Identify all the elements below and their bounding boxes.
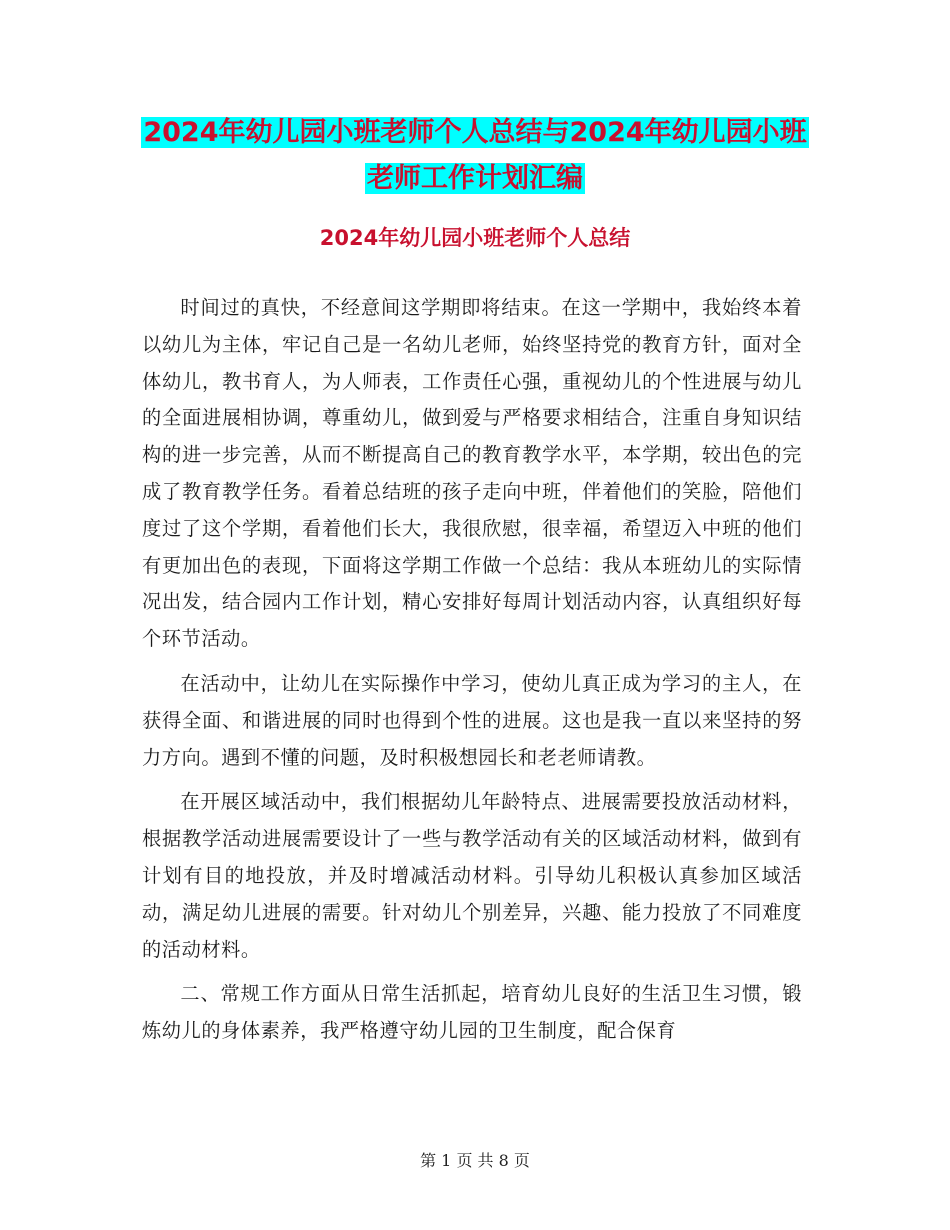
- body-paragraph-4: 二、常规工作方面从日常生活抓起，培育幼儿良好的生活卫生习惯，锻炼幼儿的身体素养，我严格遵守幼儿园的卫生制度，配合保育: [142, 982, 802, 1043]
- document-body: [142, 290, 802, 1058]
- body-paragraph-3: 在开展区域活动中，我们根据幼儿年龄特点、进展需要投放活动材料，根据教学活动进展需要设计了一些与教学活动有关的区域活动材料，做到有计划有目的地投放，并及时增减活动材料。引导幼儿积极认真参加区域活动，满足幼儿进展的需要。针对幼儿个别差异，兴趣、能力投放了不同难度的活动材料。: [142, 790, 802, 961]
- document-title: [120, 110, 830, 202]
- section-title: 2024年幼儿园小班老师个人总结: [319, 226, 631, 250]
- body-paragraph-2: 在活动中，让幼儿在实际操作中学习，使幼儿真正成为学习的主人，在获得全面、和谐进展的同时也得到个性的进展。这也是我一直以来坚持的努力方向。遇到不懂的问题，及时积极想园长和老老师请教。: [142, 671, 802, 769]
- page-footer: 第 1 页 共 8 页: [420, 1151, 530, 1170]
- body-paragraph-1: 时间过的真快，不经意间这学期即将结束。在这一学期中，我始终本着以幼儿为主体，牢记自己是一名幼儿老师，始终坚持党的教育方针，面对全体幼儿，教书育人，为人师表，工作责任心强，重视幼儿的个性进展与幼儿的全面进展相协调，尊重幼儿，做到爱与严格要求相结合，注重自身知识结构的进一步完善，从而不断提高自己的教育教学水平，本学期，较出色的完成了教育教学任务。看着总结班的孩子走向中班，伴着他们的笑脸，陪他们度过了这个学期，看着他们长大，我很欣慰，很幸福，希望迈入中班的他们有更加出色的表现，下面将这学期工作做一个总结：我从本班幼儿的实际情况出发，结合园内工作计划，精心安排好每周计划活动内容，认真组织好每个环节活动。: [142, 296, 802, 651]
- document-title-line2: 老师工作计划汇编: [367, 163, 583, 194]
- document-title-line1: 2024年幼儿园小班老师个人总结与2024年幼儿园小班: [143, 117, 807, 148]
